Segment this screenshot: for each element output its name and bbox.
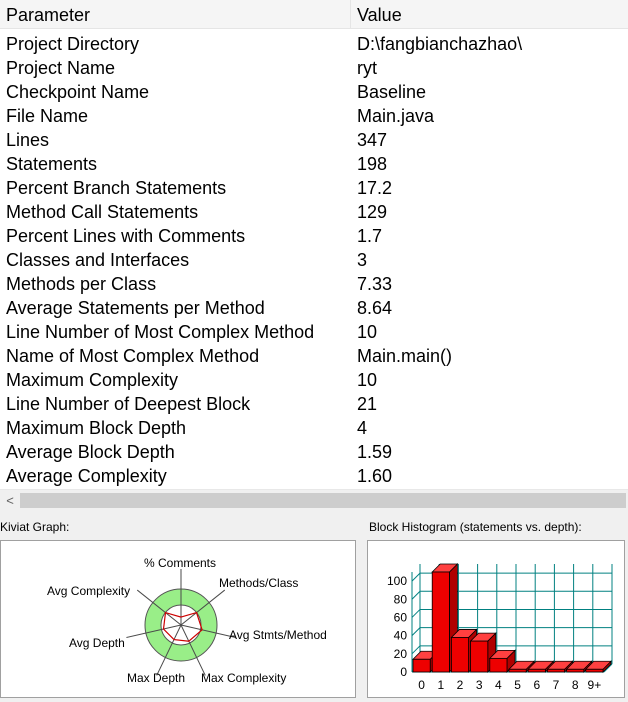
value-cell: 3	[357, 250, 368, 270]
table-row[interactable]	[0, 224, 628, 248]
parameter-cell: Methods per Class	[6, 274, 157, 294]
parameter-cell: Statements	[6, 154, 98, 174]
histogram-y-tick-label: 20	[393, 646, 407, 661]
table-row[interactable]	[0, 152, 628, 176]
kiviat-panel	[0, 540, 356, 698]
parameter-cell: File Name	[6, 106, 89, 126]
value-cell: 198	[357, 154, 388, 174]
histogram-x-tick-label: 3	[475, 678, 483, 692]
kiviat-axis-label: Avg Complexity	[47, 584, 131, 598]
value-cell: Baseline	[357, 82, 427, 102]
column-header-parameter[interactable]: Parameter	[0, 0, 351, 28]
parameter-cell: Checkpoint Name	[6, 82, 150, 102]
table-row[interactable]	[0, 176, 628, 200]
table-row[interactable]	[0, 248, 628, 272]
value-cell: 1.60	[357, 466, 393, 486]
kiviat-axis-label: % Comments	[143, 556, 217, 570]
histogram-gridline	[412, 573, 420, 581]
value-cell: D:\fangbianchazhao\	[357, 34, 523, 54]
table-row[interactable]	[0, 392, 628, 416]
parameter-cell: Average Complexity	[6, 466, 167, 486]
histogram-x-tick-label: 0	[418, 678, 425, 692]
kiviat-axis-label: Avg Stmts/Method	[229, 628, 327, 642]
histogram-x-tick-label: 7	[552, 678, 560, 692]
parameter-cell: Project Name	[6, 58, 116, 78]
parameter-cell: Method Call Statements	[6, 202, 199, 222]
table-row[interactable]	[0, 416, 628, 440]
histogram-bar	[451, 637, 468, 672]
parameter-cell: Name of Most Complex Method	[6, 346, 260, 366]
histogram-x-tick-label: 2	[456, 678, 464, 692]
histogram-x-tick-label: 5	[514, 678, 521, 692]
kiviat-axis-label: Methods/Class	[219, 576, 299, 590]
scrollbar-thumb[interactable]	[20, 493, 626, 508]
table-row[interactable]	[0, 56, 628, 80]
value-cell: 7.33	[357, 274, 393, 294]
histogram-bar	[509, 669, 526, 672]
value-cell: 347	[357, 130, 388, 150]
histogram-gridline	[412, 646, 420, 654]
histogram-title: Block Histogram (statements vs. depth):	[369, 520, 582, 534]
block-histogram-chart	[368, 541, 624, 697]
value-cell: Main.java	[357, 106, 435, 126]
column-header-value[interactable]: Value	[357, 5, 402, 25]
parameter-cell: Maximum Complexity	[6, 370, 179, 390]
table-row[interactable]	[0, 272, 628, 296]
histogram-panel	[367, 540, 625, 698]
kiviat-axis-label: Avg Depth	[69, 636, 125, 650]
histogram-y-tick-label: 40	[393, 628, 407, 643]
parameter-cell: Line Number of Most Complex Method	[6, 322, 315, 342]
table-row[interactable]	[0, 80, 628, 104]
value-cell: 129	[357, 202, 388, 222]
parameter-cell: Classes and Interfaces	[6, 250, 190, 270]
histogram-y-tick-label: 100	[386, 574, 407, 589]
histogram-x-tick-label: 9+	[587, 678, 602, 692]
table-row[interactable]	[0, 320, 628, 344]
table-row[interactable]	[0, 368, 628, 392]
parameter-cell: Percent Lines with Comments	[6, 226, 246, 246]
table-row[interactable]	[0, 344, 628, 368]
histogram-y-tick-label: 0	[400, 665, 407, 679]
histogram-bar	[547, 669, 564, 672]
value-cell: 8.64	[357, 298, 393, 318]
value-cell: 17.2	[357, 178, 393, 198]
kiviat-title: Kiviat Graph:	[0, 520, 70, 534]
table-row[interactable]	[0, 200, 628, 224]
histogram-x-tick-label: 4	[495, 678, 502, 692]
parameter-cell: Line Number of Deepest Block	[6, 394, 251, 414]
value-cell: Main.main()	[357, 346, 453, 366]
table-row[interactable]	[0, 128, 628, 152]
histogram-bar	[490, 658, 507, 672]
horizontal-scrollbar[interactable]	[0, 489, 628, 510]
kiviat-graph	[1, 541, 355, 697]
histogram-bar	[567, 669, 584, 672]
histogram-gridline	[412, 628, 420, 636]
parameter-cell: Maximum Block Depth	[6, 418, 187, 438]
table-header	[0, 0, 628, 29]
table-row[interactable]	[0, 104, 628, 128]
value-cell: 10	[357, 322, 378, 342]
histogram-y-tick-label: 60	[393, 610, 407, 625]
kiviat-axis-label: Max Complexity	[201, 671, 287, 685]
table-row[interactable]	[0, 464, 628, 488]
value-cell: 10	[357, 370, 378, 390]
value-cell: 1.59	[357, 442, 393, 462]
histogram-x-tick-label: 1	[437, 678, 445, 692]
table-row[interactable]	[0, 296, 628, 320]
histogram-gridline	[412, 591, 420, 599]
scroll-left-icon[interactable]: <	[6, 493, 14, 508]
histogram-bar	[432, 572, 449, 672]
value-cell: ryt	[357, 58, 377, 78]
parameter-cell: Lines	[6, 130, 50, 150]
kiviat-axis-label: Max Depth	[126, 671, 186, 685]
parameter-cell: Average Block Depth	[6, 442, 175, 462]
value-cell: 4	[357, 418, 368, 438]
histogram-bar	[413, 659, 430, 672]
histogram-x-tick-label: 6	[533, 678, 541, 692]
parameter-cell: Average Statements per Method	[6, 298, 265, 318]
histogram-x-tick-label: 8	[571, 678, 579, 692]
parameter-cell: Percent Branch Statements	[6, 178, 227, 198]
value-cell: 1.7	[357, 226, 383, 246]
histogram-y-tick-label: 80	[393, 592, 407, 607]
histogram-bar	[586, 669, 603, 672]
histogram-gridline	[412, 609, 420, 617]
table-row[interactable]	[0, 32, 628, 56]
histogram-bar	[471, 641, 488, 672]
histogram-bar	[528, 669, 545, 672]
value-cell: 21	[357, 394, 378, 414]
table-row[interactable]	[0, 440, 628, 464]
parameter-cell: Project Directory	[6, 34, 140, 54]
